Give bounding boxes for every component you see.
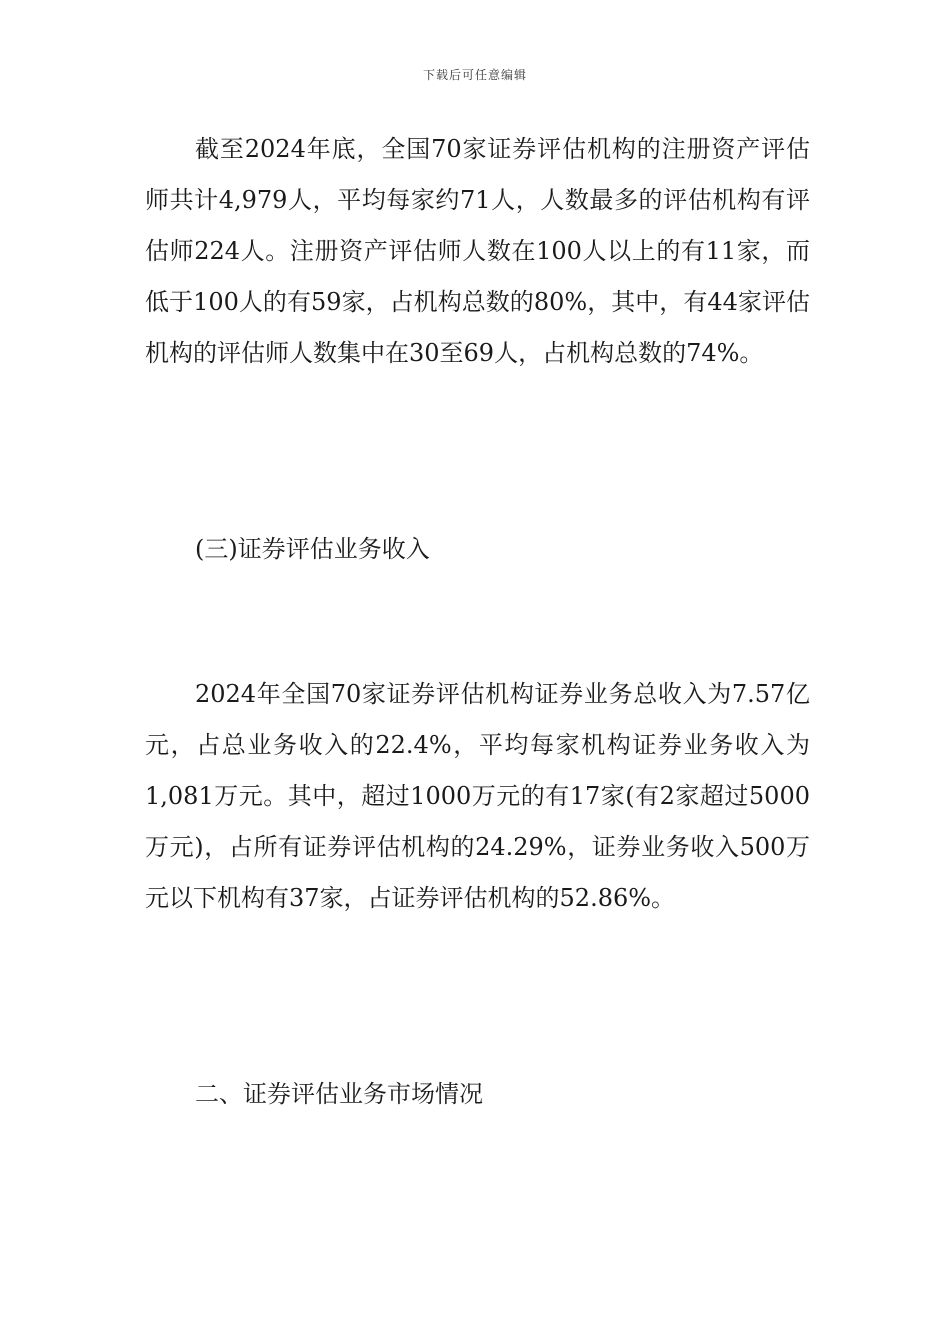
page-header-note: 下载后可任意编辑 bbox=[422, 68, 527, 82]
paragraph-assessor-count: 截至2024年底，全国70家证券评估机构的注册资产评估师共计4,979人，平均每家约71人，人数最多的评估机构有评估师224人。注册资产评估师人数在100人以上的有11家，而低于100人的有59家，占机构总数的80%，其中，有44家评估机构的评估师人数集中在30至69人，占机构总数的74%。 bbox=[145, 135, 810, 367]
section-heading-business-income: (三)证券评估业务收入 bbox=[195, 535, 430, 563]
section-heading-market-situation: 二、证券评估业务市场情况 bbox=[195, 1080, 483, 1108]
paragraph-business-income: 2024年全国70家证券评估机构证券业务总收入为7.57亿元，占总业务收入的22.4%，平均每家机构证券业务收入为1,081万元。其中，超过1000万元的有17家(有2家超过5000万元)，占所有证券评估机构的24.29%，证券业务收入500万元以下机构有37家，占证券评估机构的52.86%。 bbox=[145, 680, 810, 912]
